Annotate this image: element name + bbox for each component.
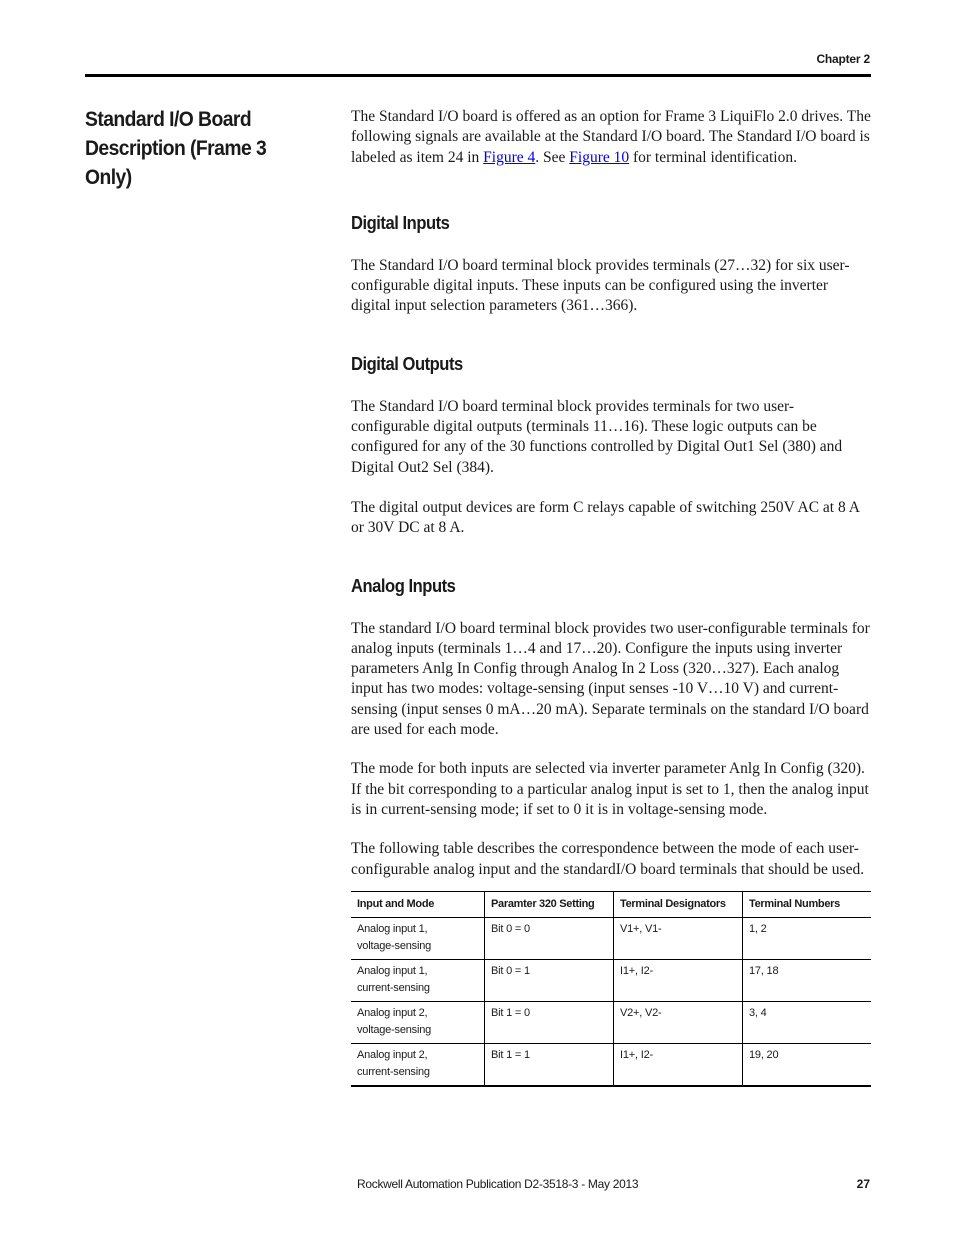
mode-line-1: Analog input 1, — [357, 922, 428, 935]
cell-designators: I1+, I2- — [614, 1043, 743, 1086]
cell-designators: V2+, V2- — [614, 1001, 743, 1043]
main-content — [351, 107, 871, 1087]
page-number: 27 — [856, 1177, 870, 1191]
mode-line-1: Analog input 2, — [357, 1006, 428, 1019]
analog-input-terminal-table — [351, 891, 871, 1087]
mode-line-2: voltage-sensing — [357, 939, 432, 952]
table-row — [351, 959, 871, 1001]
mode-line-2: current-sensing — [357, 981, 430, 994]
mode-line-2: current-sensing — [357, 1065, 430, 1078]
chapter-label: Chapter 2 — [816, 52, 870, 66]
digital-outputs-paragraph-2: The digital output devices are form C relays capable of switching 250V AC at 8 A or 30V DC at 8 A. — [351, 498, 860, 537]
cell-designators: V1+, V1- — [614, 917, 743, 959]
digital-outputs-heading: Digital Outputs — [351, 353, 463, 374]
cell-input-mode — [351, 1001, 485, 1043]
header-terminal-designators: Terminal Designators — [614, 891, 743, 917]
digital-inputs-heading: Digital Inputs — [351, 212, 450, 233]
cell-numbers: 17, 18 — [743, 959, 872, 1001]
figure-10-link[interactable]: Figure 10 — [569, 148, 630, 166]
analog-inputs-paragraph-1: The standard I/O board terminal block provides two user-configurable terminals for analog inputs (terminals 1…4 and 17…20). Configure the inputs using inverter parameters Anlg In Config through Analog In 2 Loss (320…327). Each analog input has two modes: voltage-sensing (input senses -10 V…10 V) and current-sensing (input senses 0 mA…20 mA). Separate terminals on the standard I/O board are used for each mode. — [351, 619, 870, 739]
mode-line-1: Analog input 2, — [357, 1048, 428, 1061]
analog-inputs-paragraph-2: The mode for both inputs are selected via inverter parameter Anlg In Config (320). If the bit corresponding to a particular analog input is set to 1, then the analog input is in current-sensing mode; if set to 0 it is in voltage-sensing mode. — [351, 760, 869, 818]
section-title: Standard I/O Board Description (Frame 3 Only) — [85, 108, 267, 189]
table-header-row — [351, 891, 871, 917]
analog-inputs-paragraph-3: The following table describes the correspondence between the mode of each user-configurable analog input and the standardI/O board terminals that should be used. — [351, 840, 865, 878]
digital-outputs-paragraph-1: The Standard I/O board terminal block provides terminals for two user-configurable digital outputs (terminals 11…16). These logic outputs can be configured for any of the 30 functions controlled by Digital Out1 Sel (380) and Digital Out2 Sel (384). — [351, 397, 843, 476]
intro-paragraph — [351, 107, 871, 168]
intro-text-1: The Standard I/O board is offered as an option for Frame 3 LiquiFlo 2.0 drives. The following signals are available at the Standard I/O board. The Standard I/O board is labeled as item 24 in — [351, 108, 871, 166]
cell-input-mode — [351, 959, 485, 1001]
table-row — [351, 917, 871, 959]
cell-setting: Bit 1 = 1 — [485, 1043, 614, 1086]
cell-setting: Bit 1 = 0 — [485, 1001, 614, 1043]
header-parameter-setting: Paramter 320 Setting — [485, 891, 614, 917]
intro-text-2: . See — [535, 148, 570, 166]
cell-numbers: 19, 20 — [743, 1043, 872, 1086]
cell-designators: I1+, I2- — [614, 959, 743, 1001]
cell-input-mode — [351, 917, 485, 959]
footer-publication: Rockwell Automation Publication D2-3518-3 - May 2013 — [357, 1177, 639, 1191]
mode-line-2: voltage-sensing — [357, 1023, 432, 1036]
mode-line-1: Analog input 1, — [357, 964, 428, 977]
header-input-and-mode: Input and Mode — [357, 898, 435, 911]
cell-numbers: 1, 2 — [743, 917, 872, 959]
figure-4-link[interactable]: Figure 4 — [483, 148, 536, 166]
table-row — [351, 1001, 871, 1043]
cell-input-mode — [351, 1043, 485, 1086]
table-row — [351, 1043, 871, 1086]
analog-inputs-heading: Analog Inputs — [351, 575, 456, 596]
digital-inputs-paragraph: The Standard I/O board terminal block provides terminals (27…32) for six user-configurable digital inputs. These inputs can be configured using the inverter digital input selection parameters (361…366). — [351, 256, 850, 315]
cell-numbers: 3, 4 — [743, 1001, 872, 1043]
header-terminal-numbers: Terminal Numbers — [743, 891, 872, 917]
cell-setting: Bit 0 = 0 — [485, 917, 614, 959]
header-rule — [85, 74, 871, 77]
intro-text-3: for terminal identification. — [629, 148, 797, 166]
cell-setting: Bit 0 = 1 — [485, 959, 614, 1001]
